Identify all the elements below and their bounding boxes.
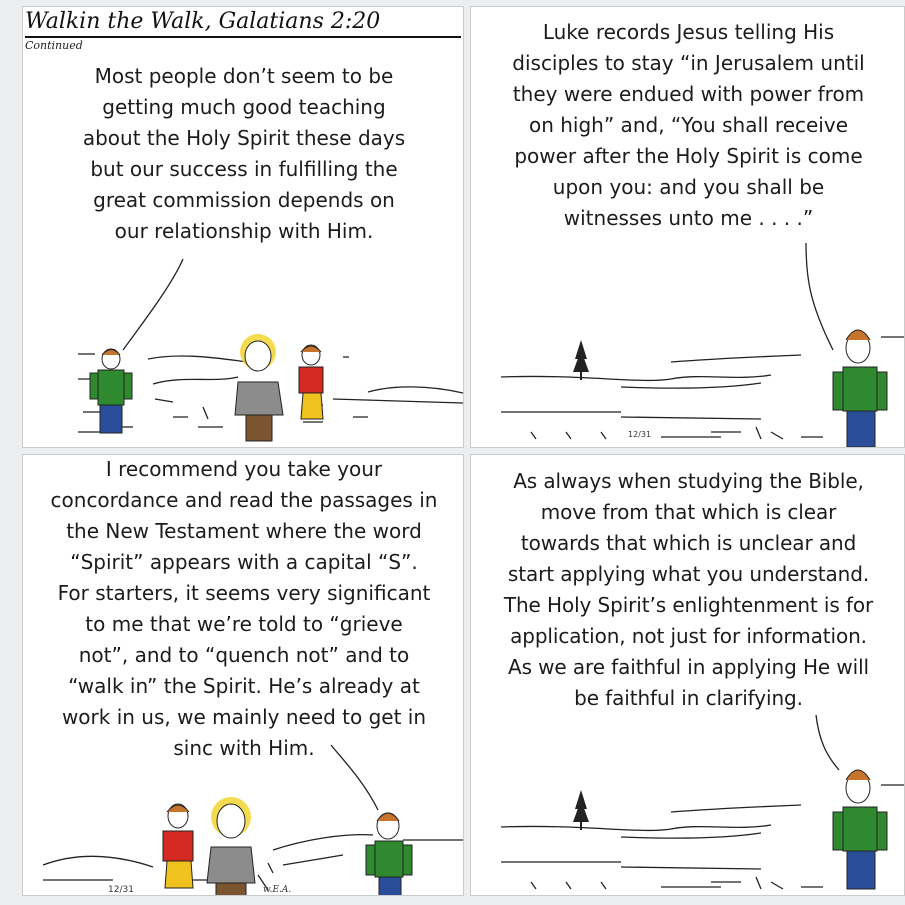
- jesus-figure: [207, 797, 255, 896]
- jesus-figure: [235, 334, 283, 441]
- comic-panel-1: [22, 6, 464, 448]
- panel-3-date-mark: 12/31: [108, 885, 134, 895]
- panel-4-caption: As always when studying the Bible, move from that which is clear towards that which is unclear and start applying what you understand. The Holy Spirit’s enlightenment is for application, not just for information. As we are faithful in applying He will be faithful in clarifying.: [503, 469, 874, 710]
- panel-1-illustration: [23, 7, 464, 448]
- panel-3-caption: I recommend you take your concordance and read the passages in the New Testament where the word “Spirit” appears with a capital “S”. For starters, it seems very significant to me that we’re told to “grieve not”, and to “quench not” and to “walk in” the Spirit. He’s already at work in us, we mainly need to get in sinc with Him.: [50, 457, 438, 760]
- speech-pointer: [816, 715, 839, 770]
- boy-green-shirt: [833, 770, 887, 889]
- girl-red-shirt: [299, 345, 323, 419]
- speech-pointer: [806, 243, 833, 350]
- speech-pointer: [331, 745, 378, 810]
- comic-panel-3: [22, 454, 464, 896]
- boy-green-shirt: [833, 330, 887, 447]
- panel-2-date-mark: 12/31: [628, 430, 652, 439]
- panel-1-caption: Most people don’t seem to be getting much good teaching about the Holy Spirit these days but our success in fulfilling the great commission depends on our relationship with Him.: [82, 64, 406, 243]
- panel-2-illustration: [471, 7, 905, 448]
- boy-green-shirt: [90, 349, 132, 433]
- pine-tree: [573, 340, 589, 380]
- comic-panel-2: [470, 6, 905, 448]
- comic-panel-4: [470, 454, 905, 896]
- panel-3-illustration: [23, 455, 464, 896]
- boy-green-shirt: [366, 813, 412, 896]
- strip-title: Walkin the Walk, Galatians 2:20: [25, 9, 381, 34]
- panel-4-illustration: [471, 455, 905, 896]
- strip-subtitle: Continued: [25, 39, 83, 52]
- girl-red-shirt: [163, 804, 193, 888]
- pine-tree: [573, 790, 589, 830]
- panel-2-caption: Luke records Jesus telling His disciples to stay “in Jerusalem until they were endued with power from on high” and, “You shall receive power after the Holy Spirit is come upon you: and you shall be witnesses unto me . . . .”: [512, 20, 865, 230]
- speech-pointer: [123, 259, 183, 350]
- artist-signature: w.E.A.: [263, 885, 292, 895]
